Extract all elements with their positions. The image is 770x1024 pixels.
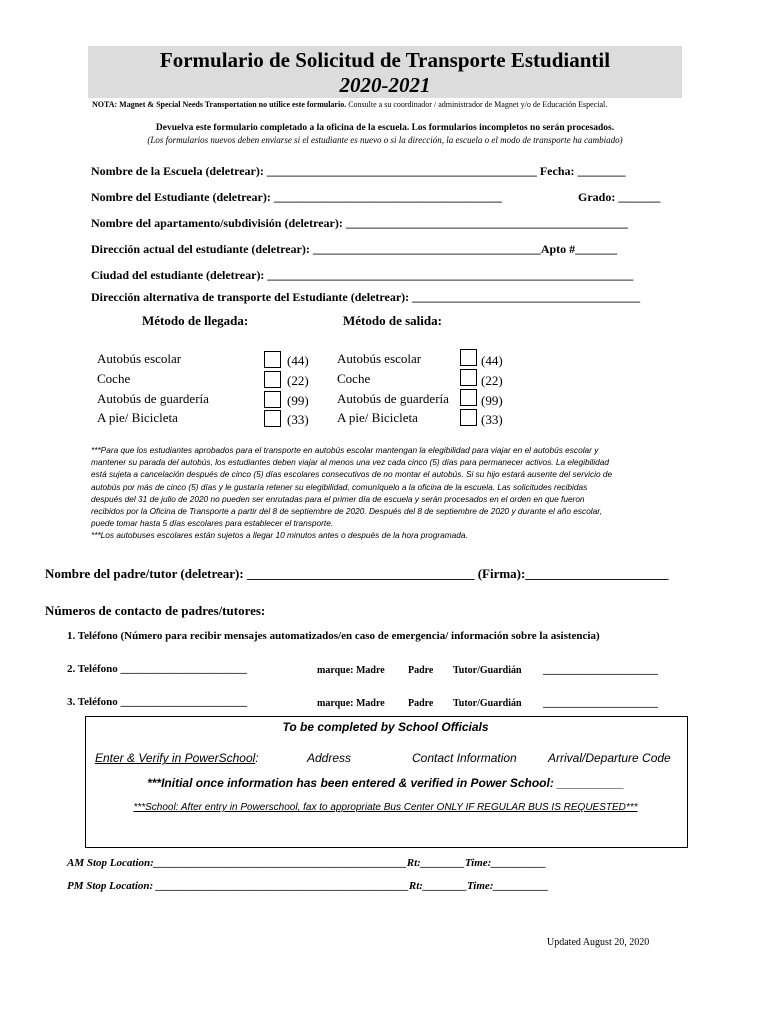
- eligibility-notice: [91, 444, 691, 542]
- arrival-checkbox-walk[interactable]: [264, 410, 281, 427]
- address-field[interactable]: Dirección actual del estudiante (deletrear): ______________________________________Apto #_______: [91, 242, 618, 256]
- pm-stop-field[interactable]: PM Stop Location: ______________________________________________Rt:________Time:__________: [67, 880, 549, 892]
- arrival-option-bus: Autobús escolar: [97, 351, 182, 366]
- departure-method-title: Método de salida:: [343, 313, 442, 328]
- contacts-title: Números de contacto de padres/tutores:: [45, 603, 266, 618]
- arrival-departure-code-label: Arrival/Departure Code: [548, 751, 671, 765]
- grade-field[interactable]: Grado: _______: [578, 190, 661, 204]
- notice-line: autobús por más de cinco (5) días y le gustaría retener su elegibilidad, comuníquelo a la oficina de la escuela. Las solicitudes recibidas: [91, 481, 588, 492]
- notice-line: puede tomar hasta 5 días escolares para establecer el transporte.: [91, 518, 334, 529]
- arrival-checkbox-car[interactable]: [264, 371, 281, 388]
- arrival-code-walk: (33): [287, 412, 309, 427]
- departure-code-daycare: (99): [481, 393, 503, 408]
- fax-instructions: ***School: After entry in Powerschool, fax to appropriate Bus Center ONLY IF REGULAR BUS IS REQUESTED***: [133, 802, 638, 813]
- arrival-option-walk: A pie/ Bicicleta: [97, 410, 178, 425]
- arrival-checkbox-bus[interactable]: [264, 351, 281, 368]
- form-year: 2020-2021: [339, 73, 431, 97]
- new-form-note: (Los formularios nuevos deben enviarse si el estudiante es nuevo o si la dirección, la escuela o el modo de transporte ha cambiado): [147, 135, 623, 145]
- form-title: Formulario de Solicitud de Transporte Estudiantil: [159, 48, 611, 72]
- return-instructions: Devuelva este formulario completado a la oficina de la escuela. Los formularios incompletos no serán procesados.: [155, 123, 615, 133]
- arrival-method-title: Método de llegada:: [142, 313, 249, 328]
- phone-3-father[interactable]: Padre: [408, 698, 434, 709]
- phone-2-father[interactable]: Padre: [408, 665, 434, 676]
- phone-1-field[interactable]: 1. Teléfono (Número para recibir mensajes automatizados/en caso de emergencia/ información sobre la asistencia): [67, 630, 600, 642]
- arrival-checkbox-daycare[interactable]: [264, 391, 281, 408]
- departure-option-bus: Autobús escolar: [337, 351, 422, 366]
- departure-checkbox-daycare[interactable]: [460, 389, 477, 406]
- departure-option-car: Coche: [337, 371, 371, 386]
- address-label: Address: [307, 751, 352, 765]
- notice-line: está sujeta a cancelación después de cinco (5) días escolares consecutivos de no montar el autobús. Si su hijo estará ausente del servicio de: [91, 469, 613, 480]
- notice-line: recibidos por la Oficina de Transporte a partir del 8 de septiembre de 2020. Después del 8 de septiembre de 2020 y durante el año escolar,: [91, 506, 602, 517]
- departure-code-bus: (44): [481, 353, 503, 368]
- phone-3-blank[interactable]: _______________________: [543, 698, 658, 709]
- departure-checkbox-bus[interactable]: [460, 349, 477, 366]
- student-name-field[interactable]: Nombre del Estudiante (deletrear): ______________________________________: [91, 190, 502, 204]
- arrival-option-daycare: Autobús de guardería: [97, 391, 209, 406]
- phone-3-mother[interactable]: marque: Madre: [317, 698, 385, 709]
- notice-line: ***Para que los estudiantes aprobados para el transporte en autobús escolar mantengan la elegibilidad para viajar en el autobús escolar y: [91, 445, 599, 455]
- parent-name-field[interactable]: Nombre del padre/tutor (deletrear): ___________________________________ (Firma):______________________: [45, 566, 669, 581]
- nota-rest: Consulte a su coordinador / administrador de Magnet y/o de Educación Especial.: [346, 100, 608, 109]
- phone-2-blank[interactable]: _______________________: [543, 665, 658, 676]
- phone-3-field[interactable]: 3. Teléfono _______________________: [67, 696, 247, 708]
- notice-line: mantener su parada del autobús, los estudiantes deben viajar al menos una vez cada cinco (5) días para permanecer activos. La elegibilidad: [91, 457, 609, 468]
- notice-line: ***Los autobuses escolares están sujetos a llegar 10 minutos antes o después de la hora programada.: [91, 530, 468, 541]
- city-field[interactable]: Ciudad del estudiante (deletrear): _____________________________________________________________: [91, 268, 634, 282]
- departure-code-walk: (33): [481, 412, 503, 427]
- notice-line: después del 31 de julio de 2020 no pueden ser enrutadas para el primer día de escuela y serán procesados en el orden en que fueron: [91, 493, 585, 504]
- alt-address-field[interactable]: Dirección alternativa de transporte del Estudiante (deletrear): ______________________________________: [91, 290, 641, 304]
- nota-text: [92, 100, 607, 109]
- enter-verify-label: Enter & Verify in PowerSchool: [95, 751, 256, 765]
- enter-verify-colon: :: [255, 751, 259, 765]
- school-name-field[interactable]: Nombre de la Escuela (deletrear): _____________________________________________ Fecha: ________: [91, 164, 626, 178]
- nota-bold: NOTA: Magnet & Special Needs Transportation no utilice este formulario.: [92, 100, 347, 109]
- contact-info-label: Contact Information: [412, 751, 517, 765]
- phone-2-field[interactable]: 2. Teléfono _______________________: [67, 663, 247, 675]
- departure-checkbox-walk[interactable]: [460, 409, 477, 426]
- arrival-code-car: (22): [287, 373, 309, 388]
- departure-option-walk: A pie/ Bicicleta: [337, 410, 418, 425]
- arrival-code-daycare: (99): [287, 393, 309, 408]
- phone-2-mother[interactable]: marque: Madre: [317, 665, 385, 676]
- phone-2-guardian[interactable]: Tutor/Guardián: [453, 665, 522, 676]
- departure-option-daycare: Autobús de guardería: [337, 391, 449, 406]
- arrival-code-bus: (44): [287, 353, 309, 368]
- updated-date: Updated August 20, 2020: [547, 937, 650, 948]
- initial-line[interactable]: ***Initial once information has been entered & verified in Power School: __________: [147, 776, 624, 790]
- arrival-option-car: Coche: [97, 371, 131, 386]
- powerschool-entry: [95, 751, 259, 765]
- am-stop-field[interactable]: AM Stop Location:______________________________________________Rt:________Time:__________: [67, 857, 547, 869]
- officials-title: To be completed by School Officials: [282, 720, 489, 734]
- departure-checkbox-car[interactable]: [460, 369, 477, 386]
- departure-code-car: (22): [481, 373, 503, 388]
- phone-3-guardian[interactable]: Tutor/Guardián: [453, 698, 522, 709]
- apartment-field[interactable]: Nombre del apartamento/subdivisión (deletrear): _______________________________________________: [91, 216, 628, 230]
